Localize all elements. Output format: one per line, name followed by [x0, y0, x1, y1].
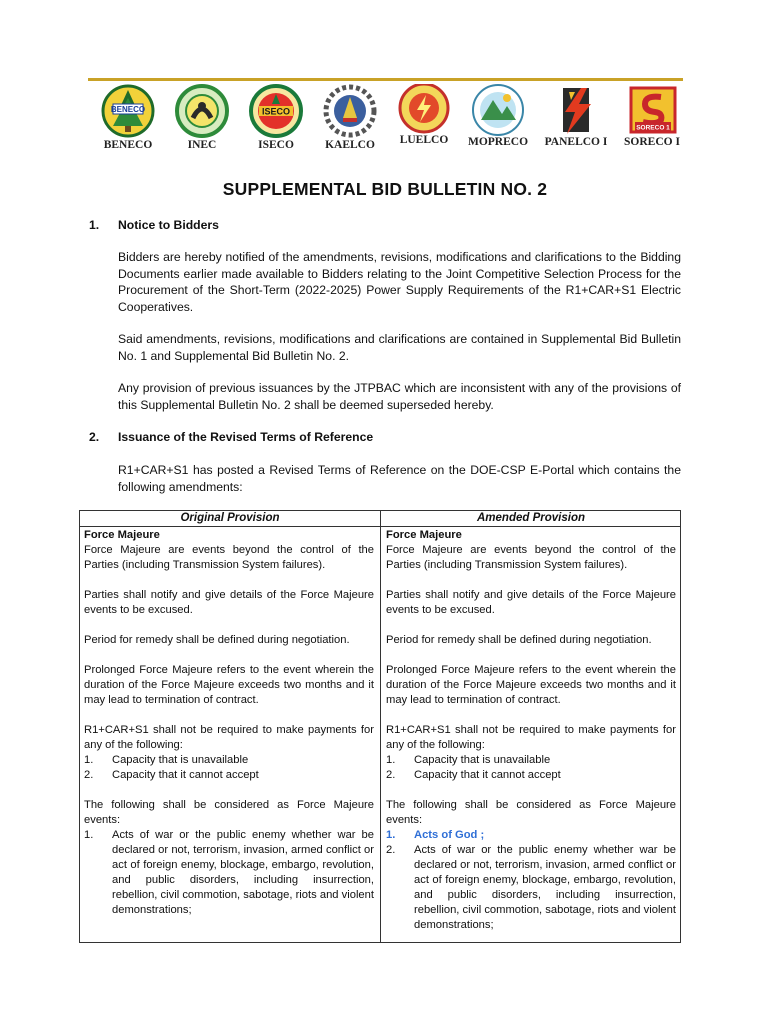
- logo-iseco: [240, 84, 312, 151]
- provision-text: Parties shall notify and give details of the Force Majeure events to be excused.: [386, 589, 676, 616]
- inec-logo-icon: [173, 84, 231, 142]
- provision-text: R1+CAR+S1 shall not be required to make payments for any of the following:: [84, 724, 374, 751]
- payment-exclusions-list: [84, 753, 374, 783]
- logo-soreco: [616, 84, 688, 148]
- logo-mopreco: [462, 84, 534, 148]
- provision-text: The following shall be considered as Force Majeure events:: [386, 799, 676, 826]
- paragraph: Said amendments, revisions, modifications and clarifications are contained in Supplemental Bid Bulletin No. 1 and Supplemental Bid Bulletin No. 2.: [118, 332, 681, 363]
- paragraph: Bidders are hereby notified of the amendments, revisions, modifications and clarifications to the Bidding Documents earlier made available to Bidders relating to the Joint Competitive Selection Process for the Procurement of the Short-Term (2022-2025) Power Supply Requirements of the R1+CAR+S1 Electric Cooperatives.: [118, 250, 681, 314]
- panelco-logo-icon: [547, 84, 605, 142]
- header-rule: [88, 78, 683, 81]
- list-item: 2. Capacity that it cannot accept: [386, 769, 561, 781]
- added-list-item: 1. Acts of God ;: [386, 829, 485, 841]
- list-item: 1. Capacity that is unavailable: [386, 754, 551, 766]
- list-item: 1. Capacity that is unavailable: [84, 754, 249, 766]
- cooperative-logos: [92, 84, 686, 156]
- provision-text: Force Majeure are events beyond the control of the Parties (including Transmission System failures).: [84, 544, 374, 571]
- logo-luelco: [388, 84, 460, 146]
- logo-label: ISECO: [258, 139, 294, 151]
- logo-label: PANELCO I: [544, 136, 608, 148]
- column-header-original: Original Provision: [180, 512, 280, 524]
- list-item: 2. Capacity that it cannot accept: [84, 769, 259, 781]
- provision-text: Prolonged Force Majeure refers to the event wherein the duration of the Force Majeure exceeds two months and it may lead to termination of contract.: [386, 664, 676, 706]
- list-item: 1. Acts of war or the public enemy whether war be declared or not, terrorism, invasion, armed conflict or act of foreign enemy, blockage, embargo, revolution, and public disorders, including insurrection, rebellion, civil commotion, sabotage, riots and violent demonstrations;: [84, 829, 374, 916]
- svg-text:SORECO 1: SORECO 1: [636, 124, 670, 132]
- logo-label: KAELCO: [325, 139, 375, 151]
- logo-beneco: [92, 84, 164, 151]
- page-title: SUPPLEMENTAL BID BULLETIN NO. 2: [222, 179, 548, 199]
- kaelco-logo-icon: [321, 84, 379, 142]
- mopreco-logo-icon: [469, 84, 527, 142]
- logo-label: SORECO I: [624, 136, 680, 148]
- paragraph: Any provision of previous issuances by the JTPBAC which are inconsistent with any of the provisions of this Supplemental Bulletin No. 2 shall be deemed superseded hereby.: [118, 381, 681, 412]
- force-majeure-events-list: [386, 828, 676, 933]
- section-number: 2.: [89, 430, 100, 444]
- svg-text:BENECO: BENECO: [110, 105, 146, 114]
- section-heading: Issuance of the Revised Terms of Reference: [118, 430, 374, 444]
- beneco-logo-icon: [99, 84, 157, 142]
- logo-label: MOPRECO: [467, 136, 529, 148]
- svg-text:ISECO: ISECO: [261, 106, 291, 117]
- column-header-amended: Amended Provision: [477, 512, 585, 524]
- original-provision-column: [84, 528, 374, 918]
- section-number: 1.: [89, 218, 100, 232]
- provision-text: Period for remedy shall be defined during negotiation.: [84, 634, 350, 646]
- iseco-logo-icon: [247, 84, 305, 142]
- provision-text: The following shall be considered as Force Majeure events:: [84, 799, 374, 826]
- provision-heading: Force Majeure: [84, 529, 160, 541]
- payment-exclusions-list: [386, 753, 676, 783]
- logo-label: BENECO: [103, 139, 153, 151]
- section-heading: Notice to Bidders: [118, 218, 219, 232]
- column-divider: [380, 511, 381, 942]
- header-divider: [80, 526, 680, 527]
- amendments-table: [79, 510, 681, 943]
- provision-text: R1+CAR+S1 shall not be required to make payments for any of the following:: [386, 724, 676, 751]
- amended-provision-column: [386, 528, 676, 933]
- logo-inec: [166, 84, 238, 151]
- logo-kaelco: [314, 84, 386, 151]
- provision-text: Parties shall notify and give details of the Force Majeure events to be excused.: [84, 589, 374, 616]
- paragraph: R1+CAR+S1 has posted a Revised Terms of Reference on the DOE-CSP E-Portal which contains the following amendments:: [118, 463, 681, 494]
- provision-text: Prolonged Force Majeure refers to the event wherein the duration of the Force Majeure exceeds two months and it may lead to termination of contract.: [84, 664, 374, 706]
- logo-label: LUELCO: [399, 134, 449, 146]
- logo-panelco: [540, 84, 612, 148]
- provision-text: Force Majeure are events beyond the control of the Parties (including Transmission System failures).: [386, 544, 676, 571]
- list-item: 2. Acts of war or the public enemy whether war be declared or not, terrorism, invasion, armed conflict or act of foreign enemy, blockage, embargo, revolution, and public disorders, including insurrection, rebellion, civil commotion, sabotage, riots and violent demonstrations;: [386, 844, 676, 931]
- provision-heading: Force Majeure: [386, 529, 462, 541]
- soreco-logo-icon: [623, 84, 681, 142]
- force-majeure-events-list: [84, 828, 374, 918]
- provision-text: Period for remedy shall be defined during negotiation.: [386, 634, 652, 646]
- logo-label: INEC: [187, 139, 217, 151]
